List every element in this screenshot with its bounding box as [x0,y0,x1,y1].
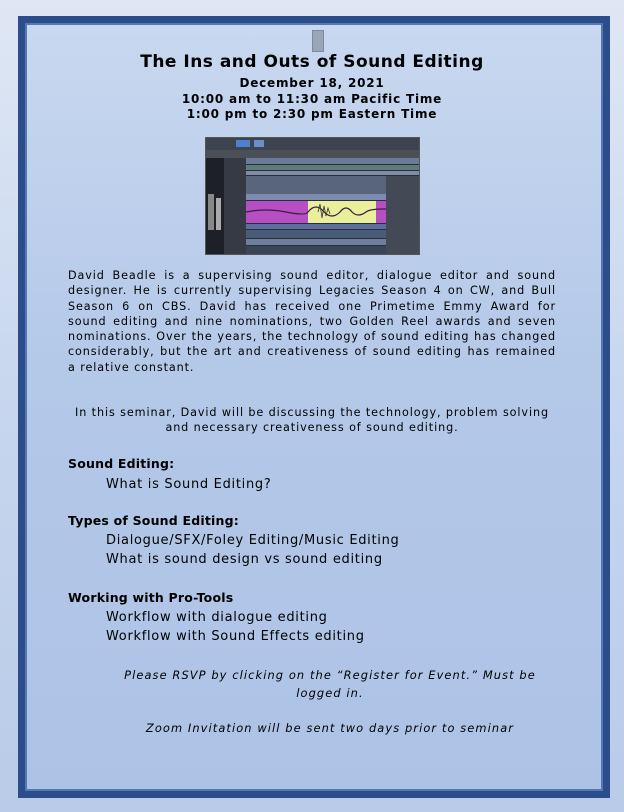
pro-tools-screenshot-image [205,137,420,255]
topic-item: Workflow with dialogue editing [106,610,328,625]
rsvp-note: Please RSVP by clicking on the “Register for Event.” Must be logged in. [124,668,536,700]
topic-item: What is sound design vs sound editing [106,552,383,567]
speaker-bio: David Beadle is a supervising sound editor, dialogue editor and sound designer. He is currently supervising Legacies Season 4 on CW, and Bull Season 6 on CBS. David has received one Primetime Emmy Award for sound editing and nine nominations, two Golden Reel awards and seven nominations. Over the years, the technology of sound editing has changed considerably, but the art and creativeness of sound editing has remained a relative constant. [68,269,556,374]
event-date: December 18, 2021 [239,76,385,90]
section-heading-types: Types of Sound Editing: [68,513,239,528]
topic-item: Dialogue/SFX/Foley Editing/Music Editing [106,533,400,548]
section-heading-pro-tools: Working with Pro-Tools [68,590,234,605]
topic-item: Workflow with Sound Effects editing [106,629,365,644]
seminar-intro: In this seminar, David will be discussing the technology, problem solving and necessary creativeness of sound editing. [75,406,549,435]
pro-tools-session-icon [206,138,419,254]
event-time-pacific: 10:00 am to 11:30 am Pacific Time [181,92,443,106]
flyer-title: The Ins and Outs of Sound Editing [140,52,484,72]
top-tab-mark [312,30,324,52]
section-heading-sound-editing: Sound Editing: [68,456,175,471]
event-time-eastern: 1:00 pm to 2:30 pm Eastern Time [186,107,438,121]
topic-item: What is Sound Editing? [106,477,272,492]
zoom-note: Zoom Invitation will be sent two days prior to seminar [145,721,515,735]
